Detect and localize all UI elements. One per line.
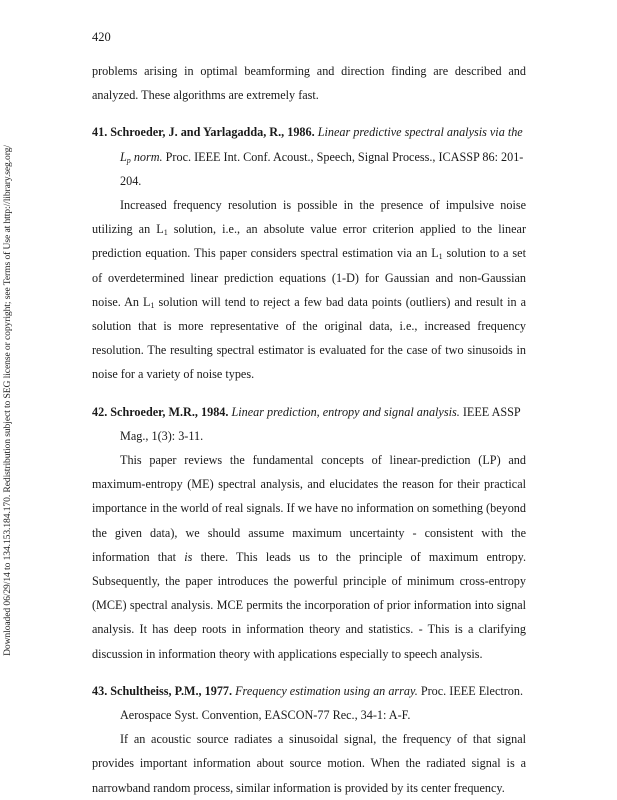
entry-title: Linear predictive spectral analysis via the $L_p$ norm. [120,125,523,165]
entry-source: IEEE ASSP Mag., 1(3): 3-11. [120,404,521,443]
entry-authors: Schultheiss, P.M., 1977. [110,683,233,698]
page-number: 420 [92,30,111,44]
reference-entry-41 [92,120,526,386]
entry-title: Linear prediction, entropy and signal analysis. [231,404,460,419]
entry-number: 42. [92,404,108,419]
entry-number: 41. [92,125,108,140]
entry-source: Proc. IEEE Electron. Aerospace Syst. Convention, EASCON-77 Rec., 34-1: A-F. [120,683,524,723]
reference-citation [92,679,526,727]
reference-entry-42 [92,400,526,666]
entry-abstract: Increased frequency resolution is possible in the presence of impulsive noise utilizing an $L_1$ solution, i.e., an absolute value error criterion applied to the linear prediction equation. This paper considers spectral estimation via an $L_1$ solution to a set of overdetermined linear prediction equations (1-D) for Gaussian and non-Gaussian noise. An $L_1$ solution will tend to reject a few bad data points (outliers) and result in a solution that is more representative of the original data, i.e., increased frequency resolution. The resulting spectral estimator is evaluated for the case of two sinusoids in noise for a variety of noise types. [92,198,526,382]
entry-authors: Schroeder, J. and Yarlagadda, R., 1986. [110,125,315,140]
entry-abstract: This paper reviews the fundamental concepts of linear-prediction (LP) and maximum-entropy (ME) spectral analysis, and elucidates the reason for their practical importance in the world of real signals. If we have no information on something (beyond the given data), we should assume maximum uncertainty - consistent with the information that is there. This leads us to the principle of maximum entropy. Subsequently, the paper introduces the powerful principle of minimum cross-entropy (MCE) spectral analysis. MCE permits the incorporation of prior information into signal analysis. It has deep roots in information theory and statistics. - This is a clarifying discussion in information theory with applications especially to speech analysis. [92,453,526,661]
entry-abstract: If an acoustic source radiates a sinusoidal signal, the frequency of that signal provides important information about source motion. When the radiated signal is a narrowband random process, similar information is provided by its center frequency. [92,732,526,795]
intro-paragraph: problems arising in optimal beamforming and direction finding are described and analyzed. These algorithms are extremely fast. [92,64,526,103]
reference-entry-43 [92,679,526,800]
download-notice-text: Downloaded 06/29/14 to 134.153.184.170. Redistribution subject to SEG license or copyright; see Terms of Use at http://library.seg.org/ [1,144,13,656]
entry-authors: Schroeder, M.R., 1984. [110,404,229,419]
download-notice [0,80,14,720]
reference-citation [92,400,526,448]
entry-title: Frequency estimation using an array. [235,683,418,698]
reference-citation [92,120,526,193]
entry-number: 43. [92,683,108,698]
document-page [92,30,526,800]
entry-source: Proc. IEEE Int. Conf. Acoust., Speech, Signal Process., ICASSP 86: 201-204. [120,149,524,188]
